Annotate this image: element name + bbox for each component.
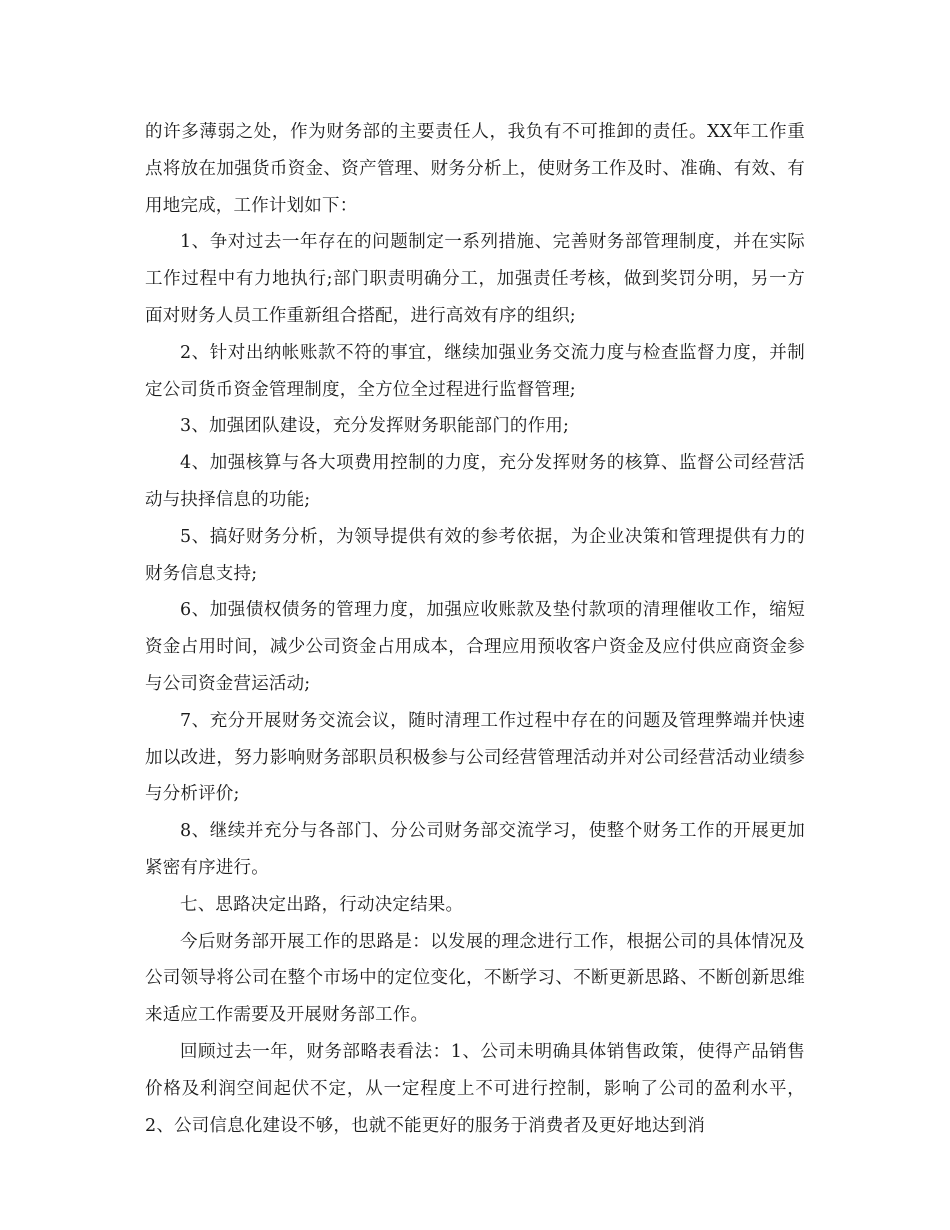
paragraph-review: 回顾过去一年，财务部略表看法：1、公司未明确具体销售政策，使得产品销售价格及利润空间起伏不定，从一定程度上不可进行控制，影响了公司的盈利水平，2、公司信息化建设不够，也就不能更好的服务于消费者及更好地达到消 bbox=[145, 1041, 805, 1136]
paragraph-intro: 的许多薄弱之处，作为财务部的主要责任人，我负有不可推卸的责任。XX年工作重点将放在加强货币资金、资产管理、财务分析上，使财务工作及时、准确、有效、有用地完成，工作计划如下： bbox=[145, 122, 805, 216]
paragraph-work-approach: 今后财务部开展工作的思路是：以发展的理念进行工作，根据公司的具体情况及公司领导将公司在整个市场中的定位变化，不断学习、不断更新思路、不断创新思维来适应工作需要及开展财务部工作。 bbox=[145, 931, 805, 1026]
paragraph-item-7: 7、充分开展财务交流会议，随时清理工作过程中存在的问题及管理弊端并快速加以改进，努力影响财务部职员积极参与公司经营管理活动并对公司经营活动业绩参与分析评价; bbox=[145, 710, 805, 805]
paragraph-item-4: 4、加强核算与各大项费用控制的力度，充分发挥财务的核算、监督公司经营活动与抉择信息的功能; bbox=[145, 453, 805, 510]
section-heading-7: 七、思路决定出路，行动决定结果。 bbox=[180, 894, 464, 915]
paragraph-item-5: 5、搞好财务分析，为领导提供有效的参考依据，为企业决策和管理提供有力的财务信息支持; bbox=[145, 526, 805, 584]
paragraph-item-8: 8、继续并充分与各部门、分公司财务部交流学习，使整个财务工作的开展更加紧密有序进行。 bbox=[145, 821, 805, 878]
paragraph-item-3: 3、加强团队建设，充分发挥财务职能部门的作用; bbox=[180, 416, 570, 437]
paragraph-item-6: 6、加强债权债务的管理力度，加强应收账款及垫付款项的清理催收工作，缩短资金占用时间，减少公司资金占用成本，合理应用预收客户资金及应付供应商资金参与公司资金营运活动; bbox=[145, 600, 805, 694]
document-body bbox=[145, 114, 805, 1144]
paragraph-item-2: 2、针对出纳帐账款不符的事宜，继续加强业务交流力度与检查监督力度，并制定公司货币资金管理制度，全方位全过程进行监督管理; bbox=[145, 342, 805, 400]
paragraph-item-1: 1、争对过去一年存在的问题制定一系列措施、完善财务部管理制度，并在实际工作过程中有力地执行;部门职责明确分工，加强责任考核，做到奖罚分明，另一方面对财务人员工作重新组合搭配，进行高效有序的组织; bbox=[145, 232, 805, 326]
